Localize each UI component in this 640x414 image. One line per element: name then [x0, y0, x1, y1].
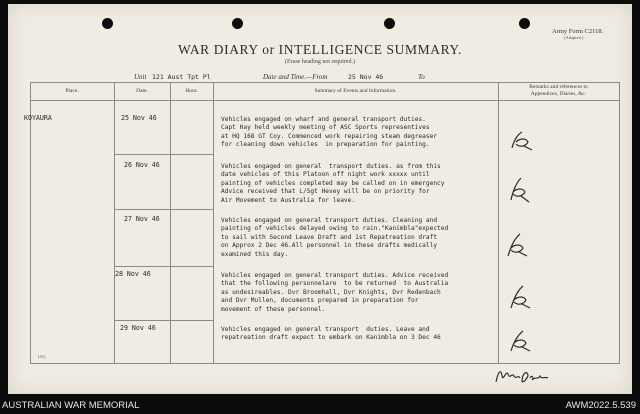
- column-header-remarks-sub: Appendices, Diaries, &c.: [530, 91, 587, 97]
- entry-text: Vehicles engaged on general transport duties. as from this date vehicles of this Platoon off night work xxxxx until painting of vehicles completed may be called on in emergency Advice received that L/Sgt Hevey will be on priority for Air Movement to Australia for leave.: [221, 163, 445, 204]
- column-header-place: Place.: [65, 88, 79, 94]
- punch-hole: [519, 18, 530, 29]
- column-rule: [170, 82, 171, 364]
- archive-name: AUSTRALIAN WAR MEMORIAL: [2, 400, 140, 411]
- entry-text: Vehicles engaged on wharf and general transport duties. Capt Hay held weekly meeting of ASC Sports representives at HQ 168 GT Coy. Commenced work repairing steam degreaser for cleaning down vehicles in preparation for painting.: [221, 116, 438, 149]
- unit-label: Unit: [134, 73, 147, 81]
- diary-sheet: [8, 4, 632, 394]
- punch-hole: [102, 18, 113, 29]
- column-rule: [619, 82, 620, 364]
- entry-date: 25 Nov 46: [121, 114, 157, 122]
- date-time-label: Date and Time.—From: [263, 73, 328, 81]
- column-rule: [30, 82, 31, 364]
- row-tick: [115, 320, 213, 321]
- table-top-rule: [30, 82, 620, 83]
- column-rule: [114, 82, 115, 364]
- from-date-value: 25 Nov 46: [348, 73, 384, 81]
- archive-footer: [0, 396, 640, 414]
- column-rule: [213, 82, 214, 364]
- column-header-remarks: Remarks and references to: [529, 84, 588, 90]
- column-header-date: Date.: [136, 88, 148, 94]
- initials-mark: [508, 128, 536, 154]
- column-header-summary: Summary of Events and Information.: [314, 88, 397, 94]
- form-number-note: (Adapted.): [564, 35, 584, 40]
- entry-date: 26 Nov 46: [124, 161, 160, 169]
- header-rule: [30, 100, 620, 101]
- initials-mark: [506, 329, 534, 355]
- entry-date: 27 Nov 46: [124, 215, 160, 223]
- document-title: WAR DIARY or INTELLIGENCE SUMMARY.: [177, 42, 463, 57]
- entry-date: 28 Nov 46: [115, 270, 151, 278]
- signature: [492, 364, 552, 388]
- punch-hole: [232, 18, 243, 29]
- document-subtitle: (Erase heading not required.): [285, 59, 355, 65]
- row-tick: [115, 266, 213, 267]
- unit-value: 121 Aust Tpt Pl: [152, 73, 211, 81]
- entry-text: Vehicles engaged on general transport duties. Leave and repatreation draft expect to embark on Kanimbla on 3 Dec 46: [221, 326, 441, 342]
- row-tick: [115, 154, 213, 155]
- entry-text: Vehicles engaged on general transport duties. Advice received that the following personnelare to be returned to Australia as undesireables. Dvr Broomhall, Dvr Knights, Dvr Redenbach and Dvr Mullen, documents prepared in preparation for movement of these personnel.: [221, 272, 449, 313]
- column-header-hour: Hour.: [185, 88, 198, 94]
- initials-mark: [505, 176, 533, 204]
- form-number: Army Form C2118.: [552, 28, 604, 35]
- row-tick: [115, 209, 213, 210]
- entry-date: 29 Nov 46: [120, 324, 156, 332]
- initials-mark: [506, 284, 534, 312]
- initials-mark: [503, 232, 531, 260]
- archive-reference: AWM2022.5.539: [565, 400, 636, 411]
- entry-place: KOYAURA: [24, 114, 52, 122]
- entry-text: Vehicles engaged on general transport duties. Cleaning and painting of vehicles delayed owing to rain."Kanimbla"expected to sail with Second Leave Draft and 1st Repatreation draft on Approx 2 Dec 46.All personnel in these drafts medically examined this day.: [221, 217, 449, 258]
- form-footnote: (41): [38, 354, 46, 359]
- to-label: To: [418, 73, 425, 81]
- punch-hole: [384, 18, 395, 29]
